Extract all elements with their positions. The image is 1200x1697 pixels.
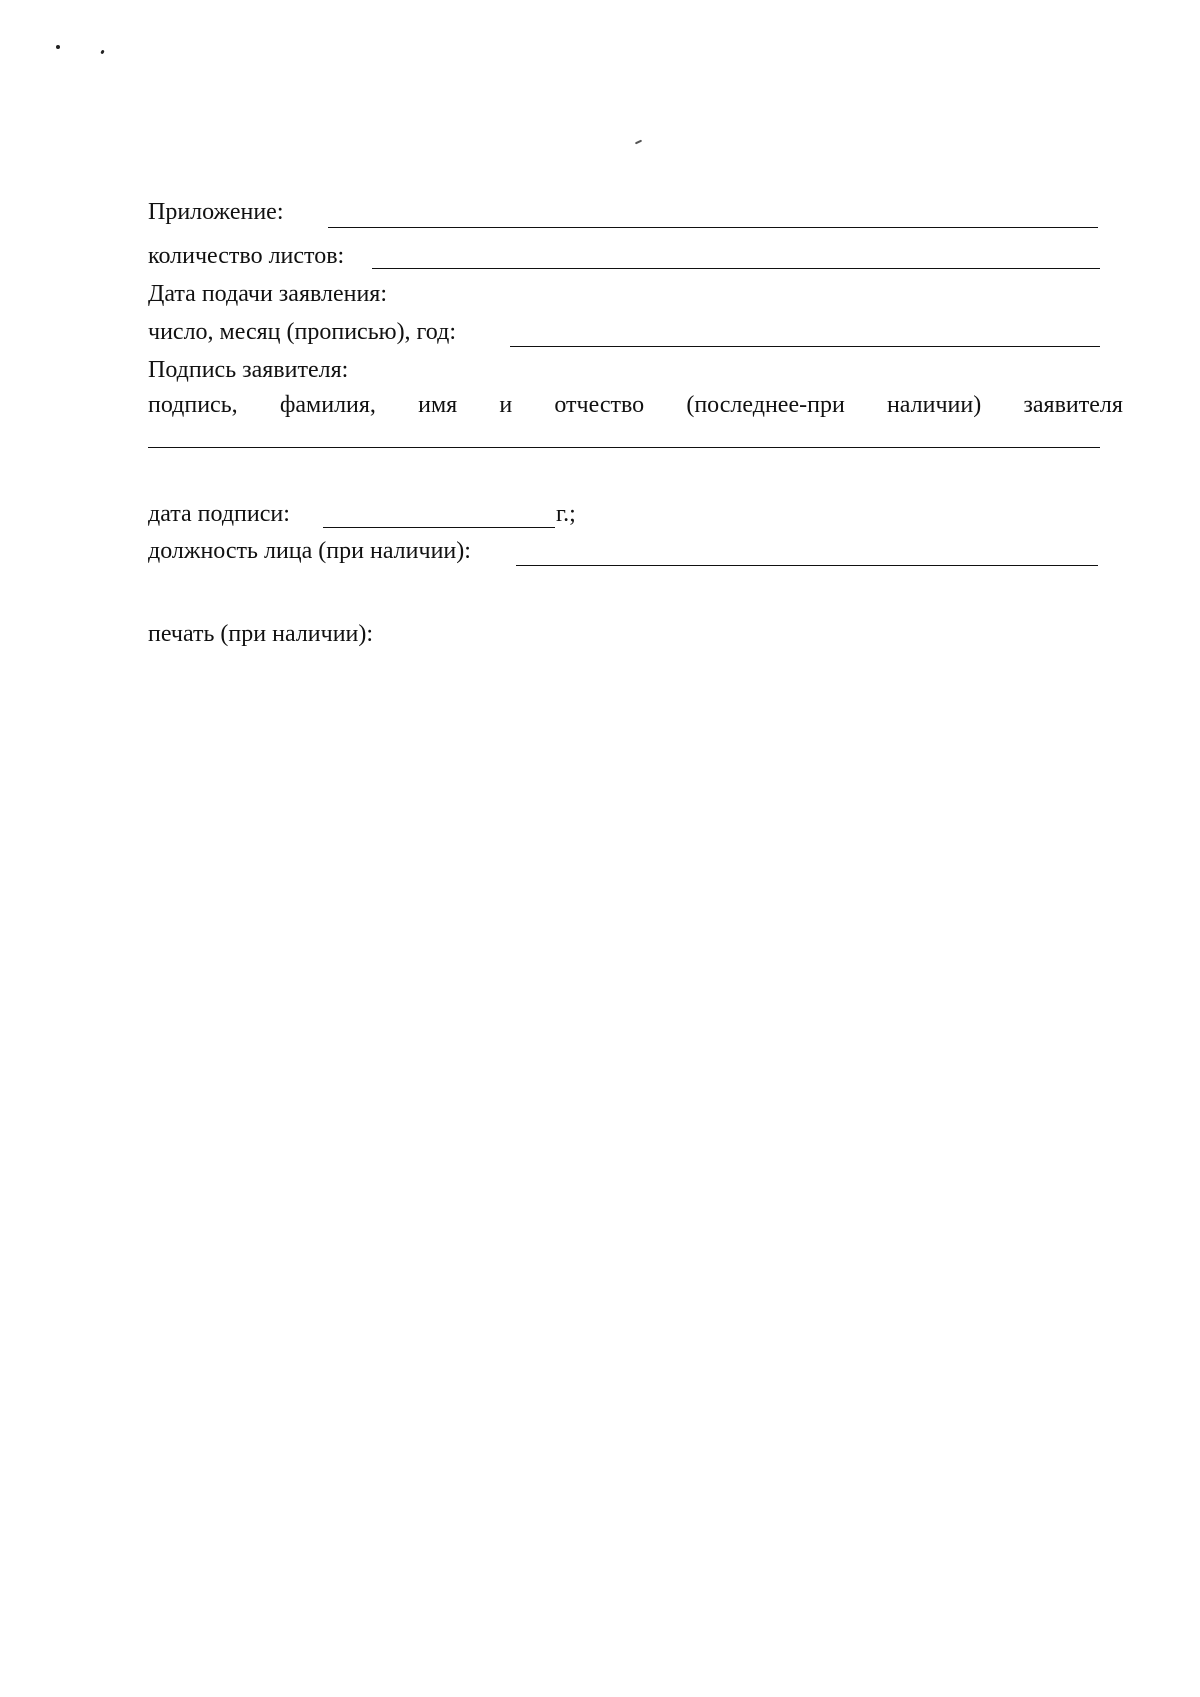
signature-date-label: дата подписи: bbox=[148, 501, 290, 527]
signature-field-word: фамилия, bbox=[279, 392, 376, 418]
signature-field-word: подпись, bbox=[148, 392, 238, 418]
sheets-count-blank[interactable] bbox=[372, 268, 1100, 269]
scan-speck bbox=[56, 45, 60, 49]
signature-date-suffix: г.; bbox=[556, 501, 576, 527]
signature-field-word: отчество bbox=[554, 392, 645, 418]
attachment-blank[interactable] bbox=[328, 227, 1098, 228]
signature-field-word: и bbox=[499, 392, 513, 418]
stamp-label: печать (при наличии): bbox=[148, 621, 374, 647]
signature-field-word: заявителя bbox=[1023, 392, 1123, 418]
sheets-count-label: количество листов: bbox=[148, 243, 345, 269]
position-label: должность лица (при наличии): bbox=[148, 538, 471, 564]
signature-fields-caption bbox=[148, 391, 1123, 419]
submission-date-blank[interactable] bbox=[510, 346, 1100, 347]
signature-field-word: (последнее-при bbox=[686, 392, 845, 418]
signature-field-word: наличии) bbox=[886, 392, 982, 418]
signature-date-blank[interactable] bbox=[323, 527, 555, 528]
scan-speck bbox=[635, 140, 642, 145]
submission-date-heading: Дата подачи заявления: bbox=[148, 281, 388, 307]
signature-field-word: имя bbox=[418, 392, 458, 418]
submission-date-label: число, месяц (прописью), год: bbox=[148, 319, 456, 345]
scan-speck bbox=[100, 50, 105, 55]
signature-heading: Подпись заявителя: bbox=[148, 357, 349, 383]
attachment-label: Приложение: bbox=[148, 199, 284, 225]
position-blank[interactable] bbox=[516, 565, 1098, 566]
signature-blank[interactable] bbox=[148, 447, 1100, 448]
